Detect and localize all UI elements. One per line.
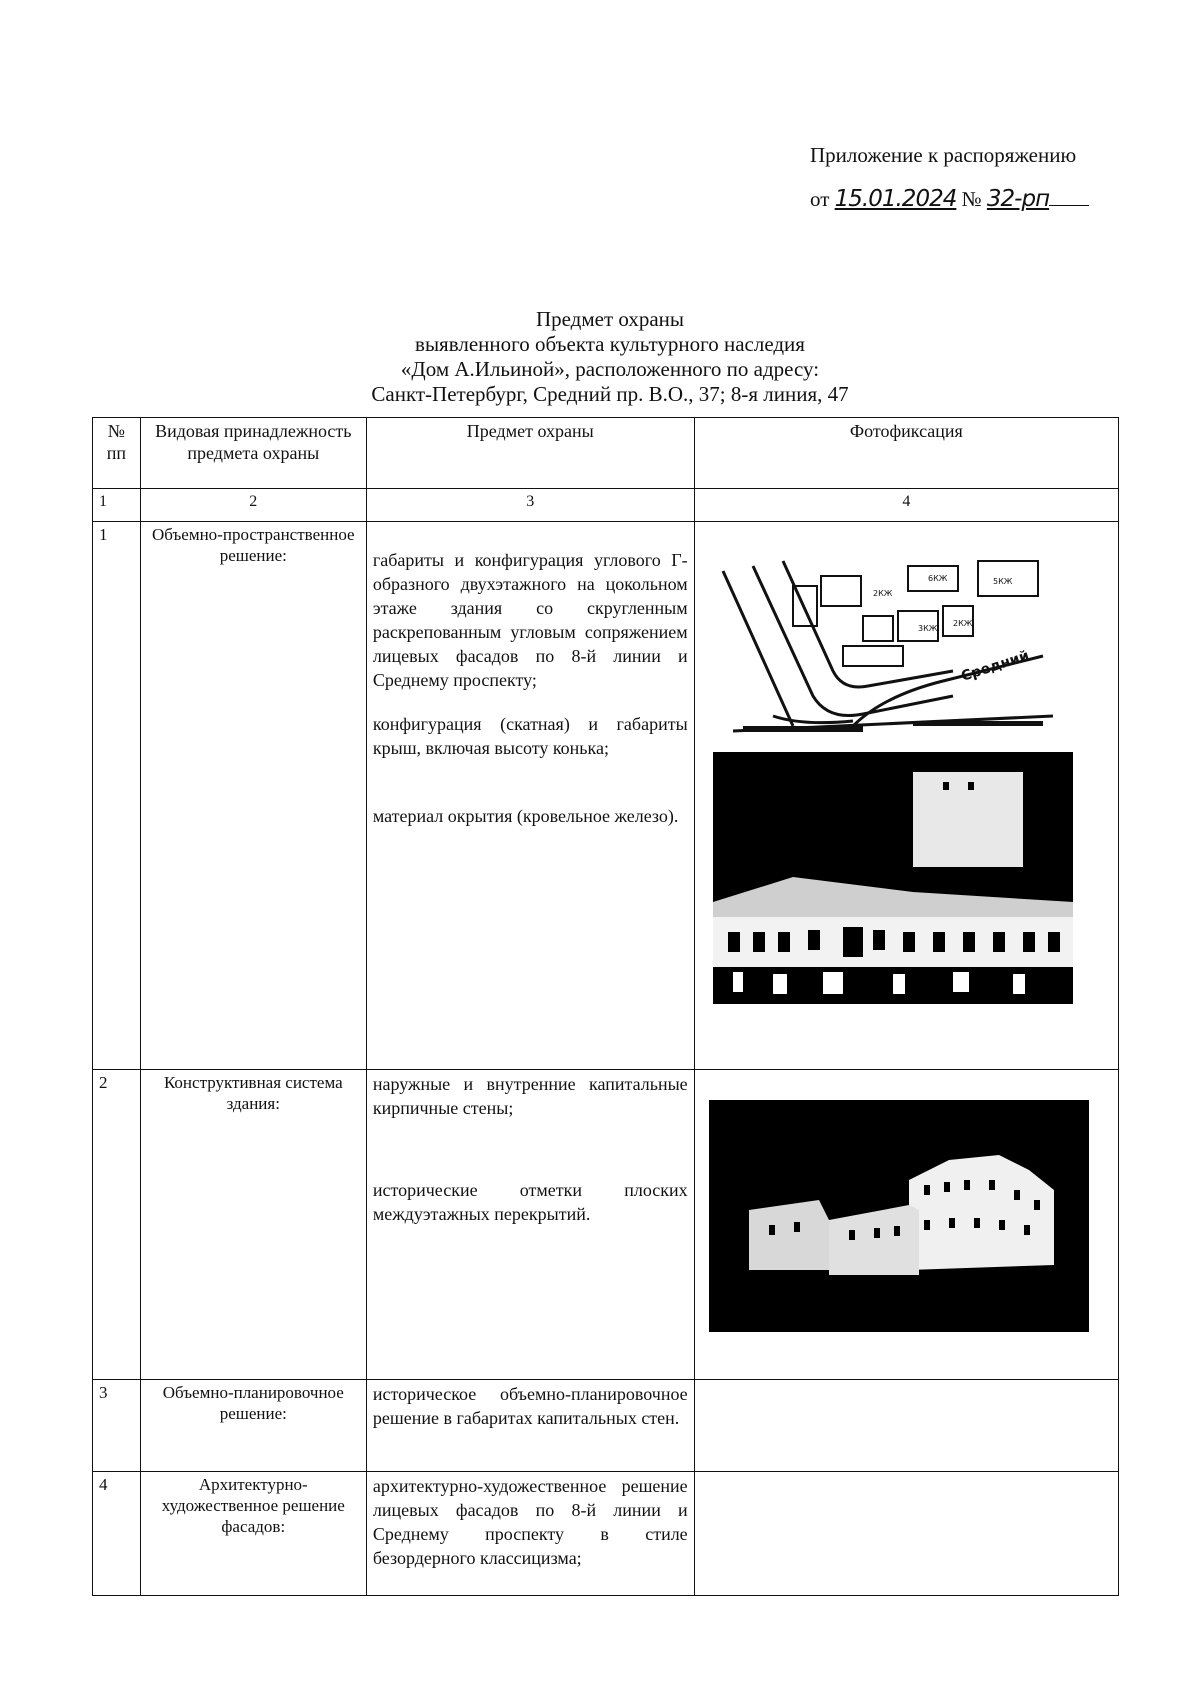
number-label: № xyxy=(961,187,982,211)
subject-item: конфигурация (скатная) и габариты крыш, включая высоту конька; xyxy=(372,714,688,758)
svg-text:2КЖ: 2КЖ xyxy=(952,619,973,628)
appendix-label: Приложение к распоряжению xyxy=(810,143,1077,167)
row-subject-cell xyxy=(366,1472,694,1596)
handwritten-date: 15.01.2024 xyxy=(834,186,957,212)
subject-item: габариты и конфигурация углового Г-образного двухэтажного на цокольном этаже здания со скругленным раскрепованным угловым сопряжением лицевых фасадов по 8-й линии и Среднему проспекту; xyxy=(372,550,688,690)
row-number: 4 xyxy=(93,1472,141,1596)
row-photo-cell xyxy=(694,522,1118,1070)
document-title xyxy=(260,307,960,407)
row-subject-cell xyxy=(366,1070,694,1380)
handwritten-number: 32-рп xyxy=(986,186,1050,212)
column-number: 4 xyxy=(694,489,1118,522)
protection-subject-table xyxy=(92,417,1119,1596)
subject-item: архитектурно-художественное решение лицевых фасадов по 8-й линии и Среднему проспекту в стиле безордерного классицизма; xyxy=(372,1476,688,1568)
svg-text:5КЖ: 5КЖ xyxy=(992,577,1013,586)
title-line-4: Санкт-Петербург, Средний пр. В.О., 37; 8-я линия, 47 xyxy=(371,382,849,406)
row-number: 1 xyxy=(93,522,141,1070)
cadastral-map-image xyxy=(713,556,1073,736)
svg-text:3КЖ: 3КЖ xyxy=(917,624,938,633)
column-number: 1 xyxy=(93,489,141,522)
subject-item: материал окрытия (кровельное железо). xyxy=(372,806,679,826)
row-subject-cell xyxy=(366,522,694,1070)
header-num: № пп xyxy=(93,418,141,489)
map-street-label: Средний xyxy=(958,647,1031,685)
order-reference xyxy=(810,186,1130,212)
building-photo xyxy=(709,1100,1089,1332)
column-number: 2 xyxy=(140,489,366,522)
header-kind: Видовая принадлежность предмета охраны xyxy=(140,418,366,489)
building-photo xyxy=(713,752,1073,1004)
table-row xyxy=(93,1472,1119,1596)
appendix-header xyxy=(810,142,1130,212)
row-number: 3 xyxy=(93,1380,141,1472)
title-line-2: выявленного объекта культурного наследия xyxy=(415,332,805,356)
table-row xyxy=(93,522,1119,1070)
row-subject-cell xyxy=(366,1380,694,1472)
header-photo: Фотофиксация xyxy=(694,418,1118,489)
column-number: 3 xyxy=(366,489,694,522)
row-kind: Конструктивная система здания: xyxy=(140,1070,366,1380)
subject-item: историческое объемно-планировочное решение в габаритах капитальных стен. xyxy=(372,1384,688,1428)
row-photo-cell xyxy=(694,1070,1118,1380)
row-kind: Объемно-пространственное решение: xyxy=(140,522,366,1070)
row-kind: Архитектурно-художественное решение фасадов: xyxy=(140,1472,366,1596)
header-subject: Предмет охраны xyxy=(366,418,694,489)
building-photo-drawing xyxy=(713,752,1073,1004)
header-row xyxy=(93,418,1119,489)
underline xyxy=(1049,205,1089,206)
row-number: 2 xyxy=(93,1070,141,1380)
svg-text:2КЖ: 2КЖ xyxy=(872,589,893,598)
subject-item: исторические отметки плоских междуэтажных перекрытий. xyxy=(372,1180,688,1224)
from-label: от xyxy=(810,187,830,211)
svg-text:6КЖ: 6КЖ xyxy=(927,574,948,583)
row-photo-cell xyxy=(694,1472,1118,1596)
title-line-1: Предмет охраны xyxy=(535,307,685,331)
column-number-row xyxy=(93,489,1119,522)
title-line-3: «Дом А.Ильиной», расположенного по адресу: xyxy=(400,357,820,381)
row-kind: Объемно-планировочное решение: xyxy=(140,1380,366,1472)
subject-item: наружные и внутренние капитальные кирпичные стены; xyxy=(372,1074,688,1118)
row-photo-cell xyxy=(694,1380,1118,1472)
building-photo-drawing xyxy=(709,1100,1089,1332)
table-row xyxy=(93,1070,1119,1380)
table-row xyxy=(93,1380,1119,1472)
